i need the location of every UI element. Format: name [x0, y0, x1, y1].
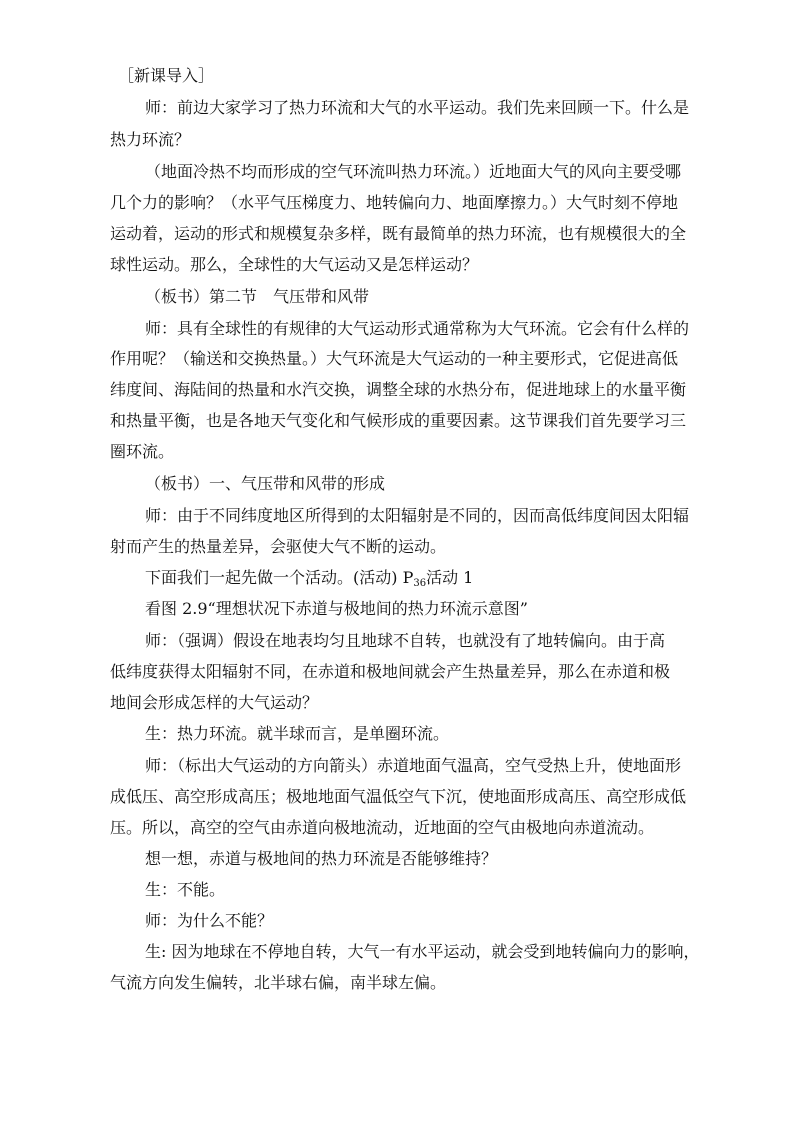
paragraph-line: 师：为什么不能？ [145, 911, 274, 930]
paragraph-line: 几个力的影响？（水平气压梯度力、地转偏向力、地面摩擦力。）大气时刻不停地 [110, 193, 679, 212]
page-subscript: 36 [413, 578, 427, 589]
paragraph-line: 纬度间、海陆间的热量和水汽交换，调整全球的水热分布，促进地球上的水量平衡 [110, 380, 687, 399]
paragraph-line: 生：热力环流。就半球而言，是单圈环流。 [145, 724, 450, 743]
paragraph-line: 热力环流？ [110, 130, 191, 149]
paragraph-line: 运动着，运动的形式和规模复杂多样，既有最简单的热力环流，也有规模很大的全 [110, 224, 687, 243]
activity-text: 下面我们一起先做一个活动。(活动) P [145, 568, 414, 587]
board-note: （板书）第二节 气压带和风带 [145, 287, 370, 306]
activity-suffix: 活动 1 [426, 568, 474, 587]
paragraph-line: 成低压、高空形成高压；极地地面气温低空气下沉，使地面形成高压、高空形成低 [110, 787, 687, 806]
activity-line [145, 566, 473, 596]
board-note: （板书）一、气压带和风带的形成 [145, 474, 386, 493]
paragraph-line: 师：具有全球性的有规律的大气运动形式通常称为大气环流。它会有什么样的 [145, 319, 690, 338]
paragraph-line: （地面冷热不均而形成的空气环流叫热力环流。）近地面大气的风向主要受哪 [145, 162, 682, 181]
paragraph-line: 生: 因为地球在不停地自转，大气一有水平运动，就会受到地转偏向力的影响， [145, 942, 700, 961]
paragraph-line: 低纬度获得太阳辐射不同，在赤道和极地间就会产生热量差异，那么在赤道和极 [110, 662, 671, 681]
paragraph-line: 想一想，赤道与极地间的热力环流是否能够维持？ [145, 849, 498, 868]
section-heading: ［新课导入］ [118, 66, 215, 85]
paragraph-line: 压。所以，高空的空气由赤道向极地流动，近地面的空气由极地向赤道流动。 [110, 818, 655, 837]
figure-reference: 看图 2.9“理想状况下赤道与极地间的热力环流示意图” [145, 599, 528, 618]
paragraph-line: 生：不能。 [145, 880, 226, 899]
paragraph-line: 师：前边大家学习了热力环流和大气的水平运动。我们先来回顾一下。什么是 [145, 98, 690, 117]
paragraph-line: 师：（标出大气运动的方向箭头）赤道地面气温高，空气受热上升，使地面形 [145, 756, 682, 775]
paragraph-line: 射而产生的热量差异，会驱使大气不断的运动。 [110, 537, 447, 556]
paragraph-line: 地间会形成怎样的大气运动？ [110, 693, 319, 712]
paragraph-line: 圈环流。 [110, 442, 175, 461]
paragraph-line: 师：（强调）假设在地表均匀且地球不自转，也就没有了地转偏向。由于高 [145, 631, 666, 650]
paragraph-line: 气流方向发生偏转，北半球右偏，南半球左偏。 [110, 973, 447, 992]
paragraph-line: 球性运动。那么，全球性的大气运动又是怎样运动？ [110, 255, 479, 274]
paragraph-line: 和热量平衡，也是各地天气变化和气候形成的重要因素。这节课我们首先要学习三 [110, 411, 687, 430]
paragraph-line: 作用呢？（输送和交换热量。）大气环流是大气运动的一种主要形式，它促进高低 [110, 349, 679, 368]
paragraph-line: 师：由于不同纬度地区所得到的太阳辐射是不同的，因而高低纬度间因太阳辐 [145, 506, 690, 525]
